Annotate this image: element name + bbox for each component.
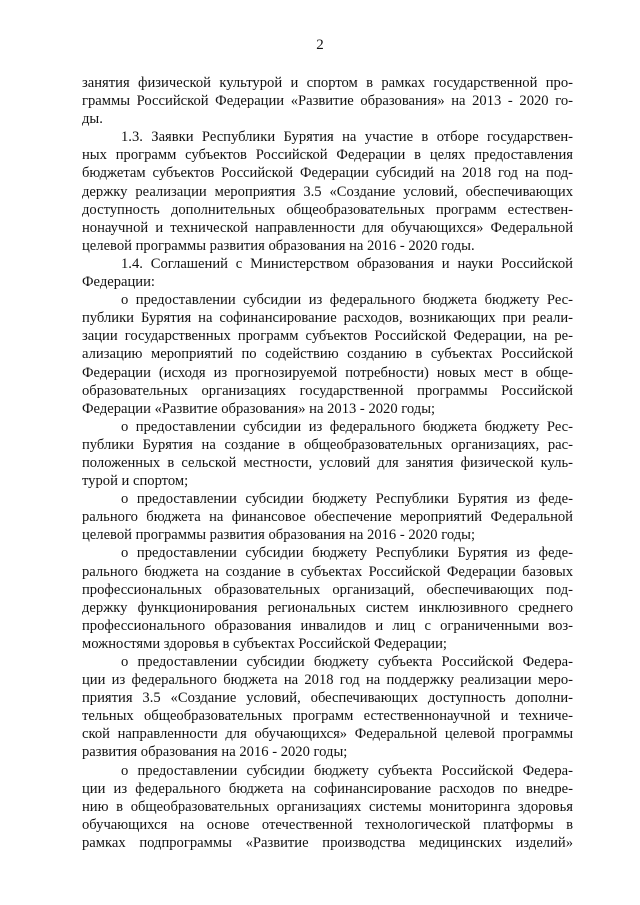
text-line: Федерации: xyxy=(82,274,155,291)
text-line: зации государственных программ субъектов Российской Федерации, на ре- xyxy=(82,328,573,345)
text-line: публики Бурятия на создание в общеобразовательных организациях, рас- xyxy=(82,436,573,453)
text-line: рального бюджета на финансовое обеспечение мероприятий Федеральной xyxy=(82,509,573,526)
text-line: профессионального образования инвалидов и лиц с ограниченными воз- xyxy=(82,617,573,634)
text-line: образовательных организациях государственной программы Российской xyxy=(82,382,573,399)
subparagraph-5 xyxy=(82,653,573,762)
paragraph-1-4 xyxy=(82,255,573,291)
text-line: целевой программы развития образования на 2016 - 2020 годы; xyxy=(82,527,475,544)
text-line: о предоставлении субсидии бюджету субъекта Российской Федера- xyxy=(121,654,573,670)
text-line: можностями здоровья в субъектах Российской Федерации; xyxy=(82,635,447,652)
text-line: 1.3. Заявки Республики Бурятия на участие в отборе государствен- xyxy=(121,129,573,146)
subparagraph-1 xyxy=(82,291,573,418)
text-line: держку функционирования региональных систем инклюзивного среднего xyxy=(82,599,573,616)
text-line: ных программ субъектов Российской Федерации в целях предоставления xyxy=(82,147,573,164)
text-line: турой и спортом; xyxy=(82,473,189,490)
text-line: рамках подпрограммы «Развитие производства медицинских изделий» xyxy=(82,834,573,851)
text-line: публики Бурятия на софинансирование расходов, возникающих при реали- xyxy=(82,310,573,327)
text-line: занятия физической культурой и спортом в рамках государственной про- xyxy=(82,75,573,91)
paragraph-continuation xyxy=(82,74,573,128)
text-line: о предоставлении субсидии бюджету Республики Бурятия из феде- xyxy=(121,491,573,508)
text-line: ции из федерального бюджета на 2018 год на поддержку реализации меро- xyxy=(82,672,573,689)
text-line: Федерации (исходя из прогнозируемой потребности) новых мест в обще- xyxy=(82,364,573,381)
text-line: положенных в сельской местности, условий для занятия физической куль- xyxy=(82,454,573,471)
text-line: нию в общеобразовательных организациях системы мониторинга здоровья xyxy=(82,798,573,815)
text-line: тельных общеобразовательных программ естественнонаучной и техниче- xyxy=(82,708,573,725)
text-line: ды. xyxy=(82,111,103,128)
text-line: о предоставлении субсидии бюджету Республики Бурятия из феде- xyxy=(121,545,573,562)
text-line: граммы Российской Федерации «Развитие образования» на 2013 - 2020 го- xyxy=(82,93,573,110)
text-line: о предоставлении субсидии из федерального бюджета бюджету Рес- xyxy=(121,418,573,435)
text-line: Федерации «Развитие образования» на 2013 - 2020 годы; xyxy=(82,400,436,417)
text-line: приятия 3.5 «Создание условий, обеспечивающих доступность дополни- xyxy=(82,690,573,707)
text-line: ции из федерального бюджета на софинансирование расходов по внедре- xyxy=(82,780,573,797)
subparagraph-6 xyxy=(82,762,573,852)
subparagraph-2 xyxy=(82,418,573,490)
text-line: ализацию мероприятий по содействию созданию в субъектах Российской xyxy=(82,346,573,363)
paragraph-1-3 xyxy=(82,128,573,255)
text-line: о предоставлении субсидии бюджету субъекта Российской Федера- xyxy=(121,762,573,779)
text-line: нонаучной и технической направленности для обучающихся» Федеральной xyxy=(82,219,573,236)
text-line: обучающихся на основе отечественной технологической платформы в xyxy=(82,816,573,833)
text-line: рального бюджета на создание в субъектах Российской Федерации базовых xyxy=(82,563,573,580)
text-line: целевой программы развития образования на 2016 - 2020 годы. xyxy=(82,237,475,254)
document-body xyxy=(82,74,573,852)
text-line: профессиональных образовательных организаций, обеспечивающих под- xyxy=(82,581,573,598)
page-number: 2 xyxy=(316,37,324,53)
text-line: развития образования на 2016 - 2020 годы; xyxy=(82,744,348,761)
text-line: доступность дополнительных общеобразовательных программ естествен- xyxy=(82,201,573,218)
subparagraph-3 xyxy=(82,490,573,544)
text-line: 1.4. Соглашений с Министерством образования и науки Российской xyxy=(121,255,573,272)
text-line: ской направленности для обучающихся» Федеральной целевой программы xyxy=(82,726,573,743)
text-line: держку реализации мероприятия 3.5 «Создание условий, обеспечивающих xyxy=(82,183,573,200)
text-line: о предоставлении субсидии из федерального бюджета бюджету Рес- xyxy=(121,292,573,309)
text-line: бюджетам субъектов Российской Федерации субсидий на 2018 год на под- xyxy=(82,165,573,182)
subparagraph-4 xyxy=(82,544,573,653)
